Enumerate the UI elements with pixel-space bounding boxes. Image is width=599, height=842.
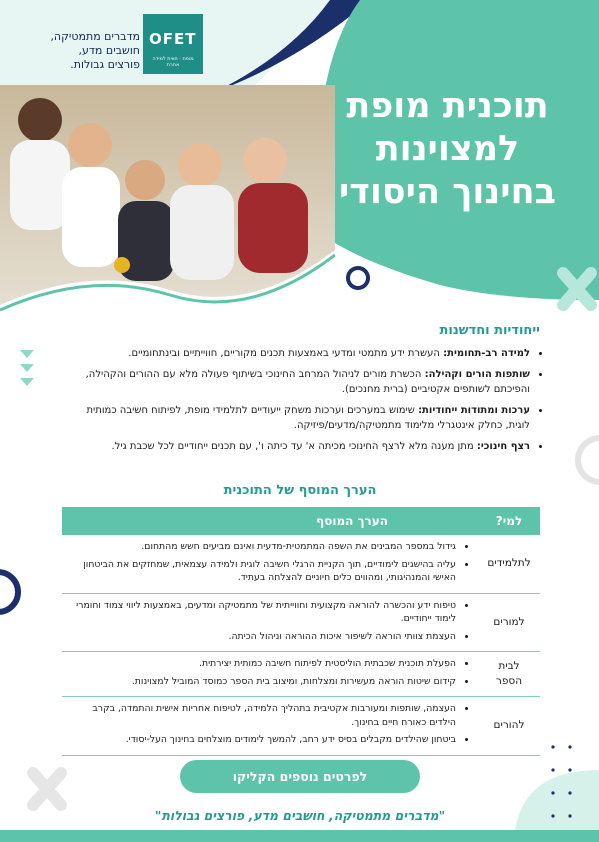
row-audience: להורים: [493, 719, 525, 732]
table-row: [62, 535, 540, 594]
list-item: • העצמה, שותפות ומעורבות אקטיבית בתהליך הלמידה, לטיפוח אחריות אישית והתמדה, בקרב הילדים כאורח חיים בחינוך.: [66, 702, 456, 729]
dots-decoration-icon: [548, 742, 578, 832]
ring-decoration-left-icon: [0, 562, 26, 622]
x-decoration-bottom-icon: [25, 765, 69, 813]
table-header: [62, 507, 540, 535]
header-tagline: מדברים מתמטיקה, חושבים מדע, פורצים גבולות.: [50, 30, 140, 71]
hero-photo: [0, 85, 335, 335]
more-info-button[interactable]: לפרטים נוספים הקליקו: [180, 760, 420, 793]
row-audience: לתלמידים: [487, 557, 531, 570]
list-item: • ביטחון שהילדים מקבלים בסיס ידע רחב, להמשך לימודים מוצלחים בחינוך העל-יסודי.: [66, 733, 456, 747]
list-item: • גידול במספר המבינים את השפה המתמטית-מדעית ואינם מביעים חשש מהתחום.: [66, 540, 456, 554]
added-value-heading: הערך המוסף של התוכנית: [223, 483, 377, 498]
table-row: [62, 697, 540, 756]
list-item: • טיפוח ידע והכשרה להוראה מקצועית וחווייתית של מתמטיקה ומדעים, באמצעות ליווי צמוד וחומרי לימוד ייחודיים.: [66, 599, 456, 626]
row-audience: למורים: [493, 615, 525, 628]
list-item: • ערכות ומתודות ייחודיות: שימוש במערכים וערכות משחק ייעודיים לתלמידי מופת, לפיתוח חשיבה כמותית לוגית, כחלק אינטגרלי מלימוד מתמטיקה/מדעים/פיזיקה.: [60, 403, 530, 433]
bottom-bar: [0, 830, 599, 842]
x-decoration-icon: [555, 265, 599, 313]
list-item: • קידום שיטות הוראה מעשירות ומצלחות, ומיצוב בית הספר כמוסד המוביל למצוינות.: [66, 675, 456, 689]
uniqueness-heading: ייחודיות וחדשנות: [439, 323, 540, 338]
table-row: [62, 594, 540, 653]
row-audience: לבית הספר: [495, 660, 523, 687]
uniqueness-list: [60, 346, 544, 460]
ring-decoration-icon: [345, 265, 371, 291]
footer-tagline: "מדברים מתמטיקה, חושבים מדע, פורצים גבולות": [154, 808, 446, 823]
list-item: • העצמת צוותי הוראה לשיפור איכות ההוראה וניהול הכיתה.: [66, 630, 456, 644]
list-item: • רצף חינוכי: מתן מענה מלא לרצף החינוכי מכיתה א' עד כיתה ו', עם תכנים ייחודיים לכל שכבת גיל.: [60, 439, 530, 454]
list-item: • הפעלת תוכנית שכבתית הוליסטית לפיתוח חשיבה כמותית יצירתית.: [66, 657, 456, 671]
list-item: • עליה בהישגים לימודיים, תוך הקניית הרגלי חשיבה לוגית ולמידה עצמאית, שמחזקים את הביטחון האישי והמנהיגותי, ומהווים כלים חיוניים להצלחה בעתיד.: [66, 558, 456, 585]
triangles-decoration-icon: [18, 348, 38, 392]
column-header-value: הערך המוסף: [316, 514, 388, 528]
table-row: [62, 652, 540, 697]
ofet-logo: OFET מופת · חווית למידה אחרת: [143, 14, 203, 74]
list-item: • למידה רב-תחומית: העשרת ידע מתמטי ומדעי באמצעות תכנים מקוריים, חווייתיים ובינתחומיים.: [60, 346, 530, 361]
column-header-who: למי?: [495, 514, 523, 528]
added-value-table: [62, 507, 540, 756]
page-title: תוכנית מופת למצוינות בחינוך היסודי: [338, 86, 556, 212]
ring-decoration-right-icon: [570, 430, 599, 490]
list-item: • שותפות הורים וקהילה: הכשרת מורים לניהול המרחב החינוכי בשיתוף פעולה מלא עם ההורים והקהילה, והפיכתם לשותפים אקטיביים (ברית מחנכים).: [60, 367, 530, 397]
